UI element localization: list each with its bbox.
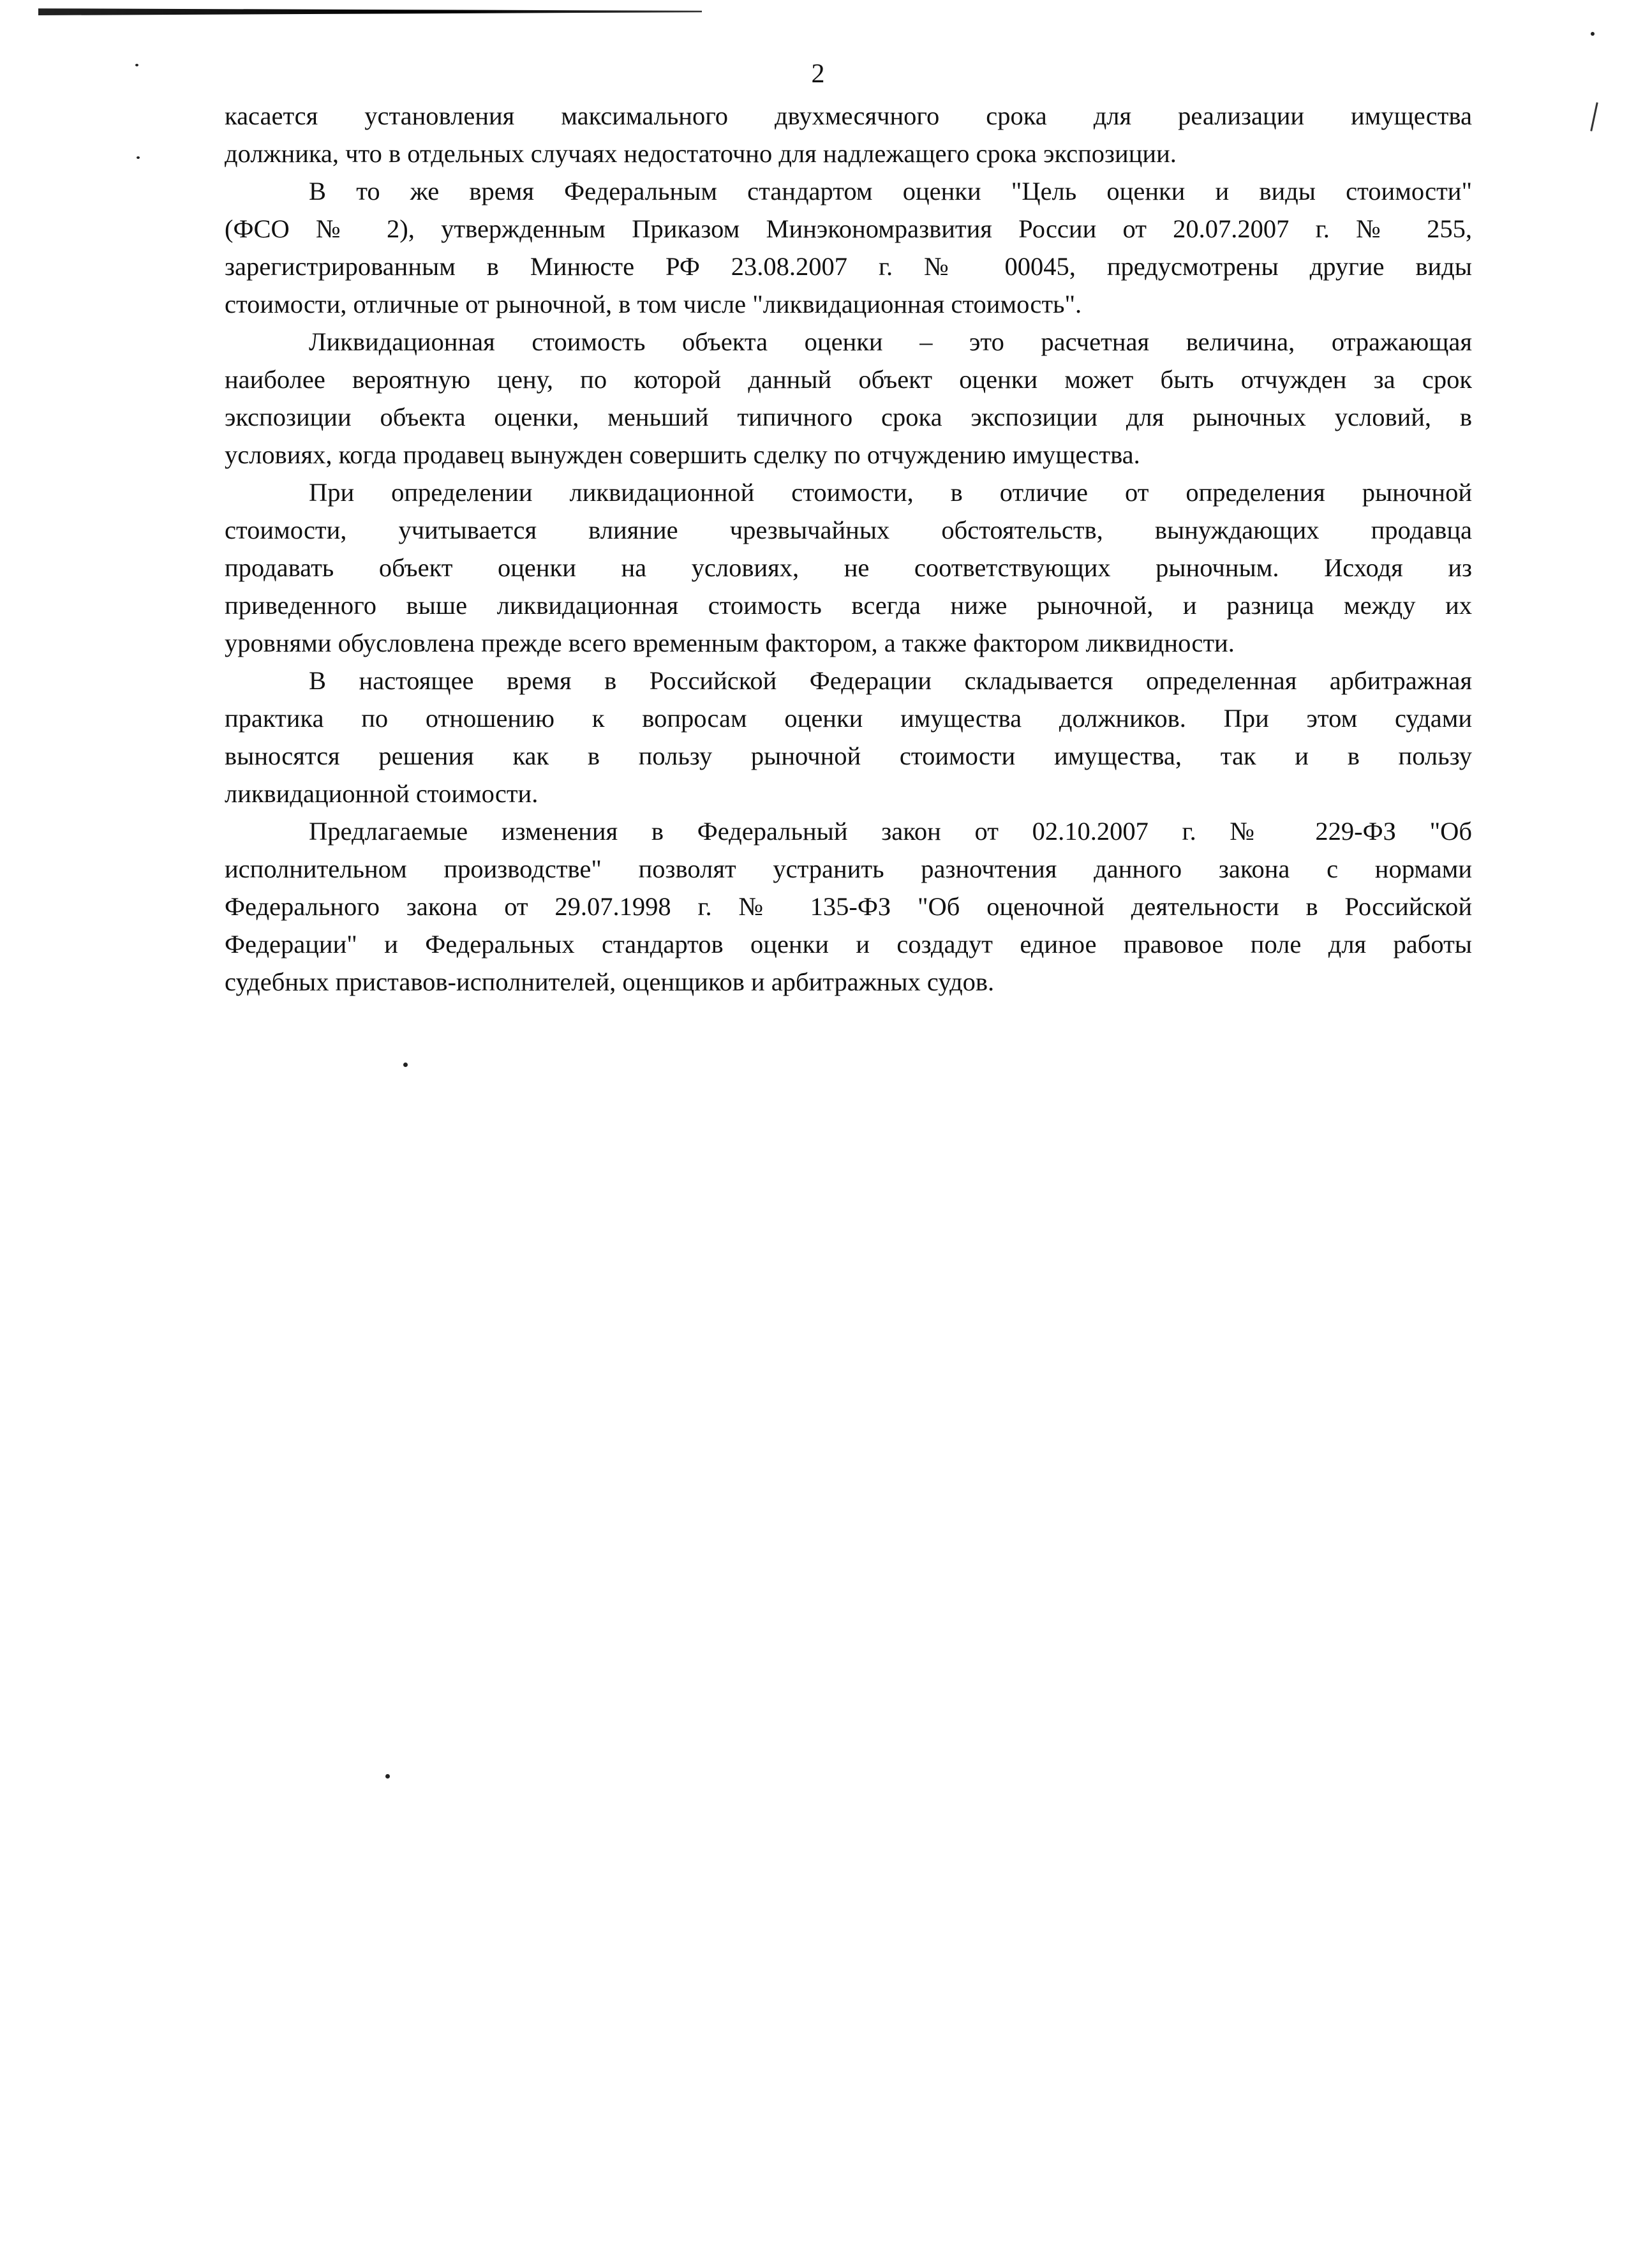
paragraph	[225, 474, 1472, 662]
text-line: стоимости, отличные от рыночной, в том числе "ликвидационная стоимость".	[225, 290, 1082, 318]
text-line: экспозиции объекта оценки, меньший типичного срока экспозиции для рыночных условий, в	[225, 403, 1472, 431]
paragraph	[225, 662, 1472, 812]
text-line: В то же время Федеральным стандартом оценки "Цель оценки и виды стоимости"	[309, 177, 1472, 205]
text-line: Федерации" и Федеральных стандартов оценки и создадут единое правовое поле для работы	[225, 930, 1472, 959]
text-line: Предлагаемые изменения в Федеральный закон от 02.10.2007 г. № 229-ФЗ "Об	[309, 817, 1472, 846]
paragraph	[225, 323, 1472, 474]
text-line: В настоящее время в Российской Федерации складывается определенная арбитражная	[309, 666, 1472, 695]
paragraph	[225, 172, 1472, 323]
scan-artifact-line	[38, 8, 702, 15]
text-line: зарегистрированным в Минюсте РФ 23.08.2007 г. № 00045, предусмотрены другие виды	[225, 252, 1472, 281]
scan-speck	[403, 1063, 408, 1067]
text-line: выносятся решения как в пользу рыночной стоимости имущества, так и в пользу	[225, 742, 1472, 770]
paragraph	[225, 97, 1472, 172]
text-line: приведенного выше ликвидационная стоимость всегда ниже рыночной, и разница между их	[225, 591, 1472, 620]
scan-speck	[385, 1774, 390, 1779]
text-line: (ФСО № 2), утвержденным Приказом Минэкономразвития России от 20.07.2007 г. № 255,	[225, 214, 1472, 243]
text-line: практика по отношению к вопросам оценки имущества должников. При этом судами	[225, 704, 1472, 733]
text-line: При определении ликвидационной стоимости, в отличие от определения рыночной	[309, 478, 1472, 507]
text-line: ликвидационной стоимости.	[225, 779, 539, 808]
text-line: Федерального закона от 29.07.1998 г. № 135-ФЗ "Об оценочной деятельности в Российской	[225, 892, 1472, 921]
text-line: судебных приставов-исполнителей, оценщиков и арбитражных судов.	[225, 967, 995, 996]
text-line: уровнями обусловлена прежде всего временным фактором, а также фактором ликвидности.	[225, 629, 1235, 657]
text-line: наиболее вероятную цену, по которой данный объект оценки может быть отчужден за срок	[225, 365, 1472, 394]
text-line: стоимости, учитывается влияние чрезвычайных обстоятельств, вынуждающих продавца	[225, 516, 1472, 544]
document-body	[225, 97, 1472, 1001]
scan-speck	[137, 156, 140, 159]
text-line: продавать объект оценки на условиях, не соответствующих рыночным. Исходя из	[225, 553, 1472, 582]
text-line: должника, что в отдельных случаях недостаточно для надлежащего срока экспозиции.	[225, 139, 1177, 168]
text-line: Ликвидационная стоимость объекта оценки – это расчетная величина, отражающая	[309, 327, 1472, 356]
text-line: условиях, когда продавец вынужден совершить сделку по отчуждению имущества.	[225, 440, 1140, 469]
scan-speck	[1591, 32, 1595, 36]
paragraph	[225, 812, 1472, 1001]
text-line: касается установления максимального двухмесячного срока для реализации имущества	[225, 101, 1472, 130]
page-number: 2	[811, 59, 825, 89]
text-line: исполнительном производстве" позволят устранить разночтения данного закона с нормами	[225, 854, 1472, 883]
scan-margin-mark	[1590, 102, 1598, 131]
